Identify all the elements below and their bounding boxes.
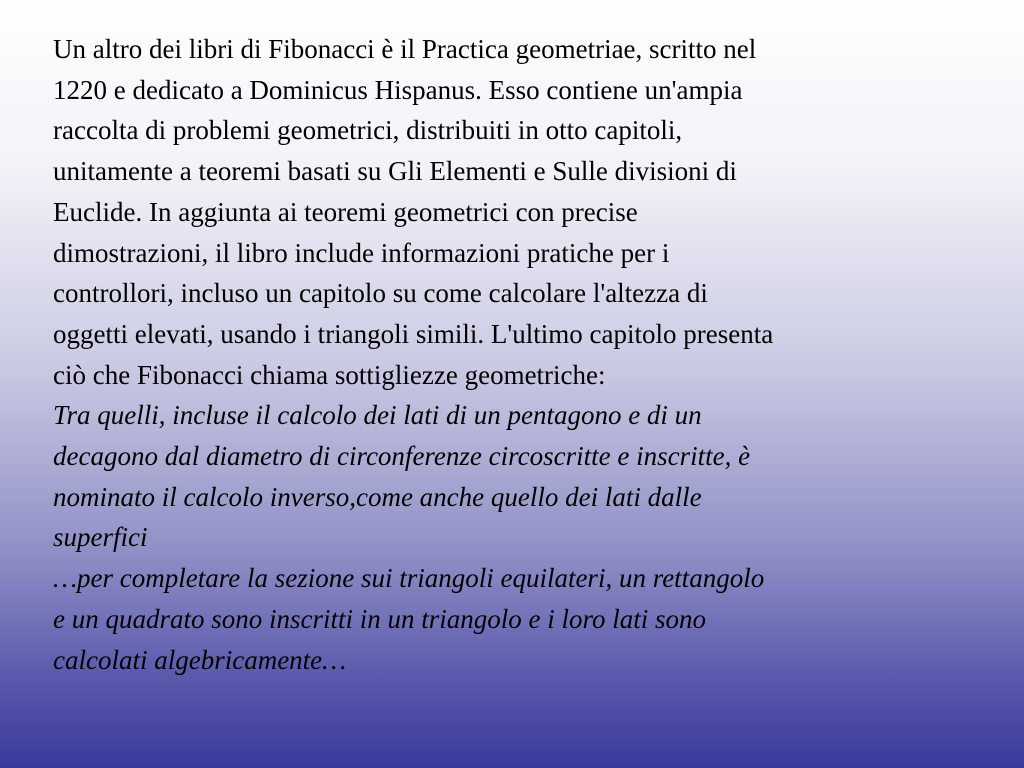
text-line: ciò che Fibonacci chiama sottigliezze geometriche: (53, 359, 606, 390)
text-line: 1220 e dedicato a Dominicus Hispanus. Esso contiene un'ampia (53, 74, 743, 105)
intro-paragraph (53, 29, 983, 395)
text-line: raccolta di problemi geometrici, distribuiti in otto capitoli, (53, 115, 683, 146)
quote-line: calcolati algebricamente… (53, 644, 347, 675)
quote-line: superfici (53, 522, 148, 553)
text-line: Un altro dei libri di Fibonacci è il Practica geometriae, scritto nel (53, 34, 757, 64)
quote-line: …per completare la sezione sui triangoli equilateri, un rettangolo (53, 563, 765, 594)
quote-line: nominato il calcolo inverso,come anche quello dei lati dalle (53, 481, 702, 512)
slide-text (53, 29, 983, 680)
text-line: Euclide. In aggiunta ai teoremi geometrici con precise (53, 196, 638, 227)
quote-line: Tra quelli, incluse il calcolo dei lati di un pentagono e di un (53, 400, 702, 431)
text-line: oggetti elevati, usando i triangoli simili. L'ultimo capitolo presenta (53, 318, 774, 349)
text-line: controllori, incluso un capitolo su come calcolare l'altezza di (53, 278, 708, 309)
text-line: dimostrazioni, il libro include informazioni pratiche per i (53, 237, 670, 268)
text-line: unitamente a teoremi basati su Gli Elementi e Sulle divisioni di (53, 156, 737, 187)
quote-line: e un quadrato sono inscritti in un triangolo e i loro lati sono (53, 603, 707, 634)
quote-line: decagono dal diametro di circonferenze circoscritte e inscritte, è (53, 441, 751, 472)
quote-paragraph (53, 395, 983, 680)
